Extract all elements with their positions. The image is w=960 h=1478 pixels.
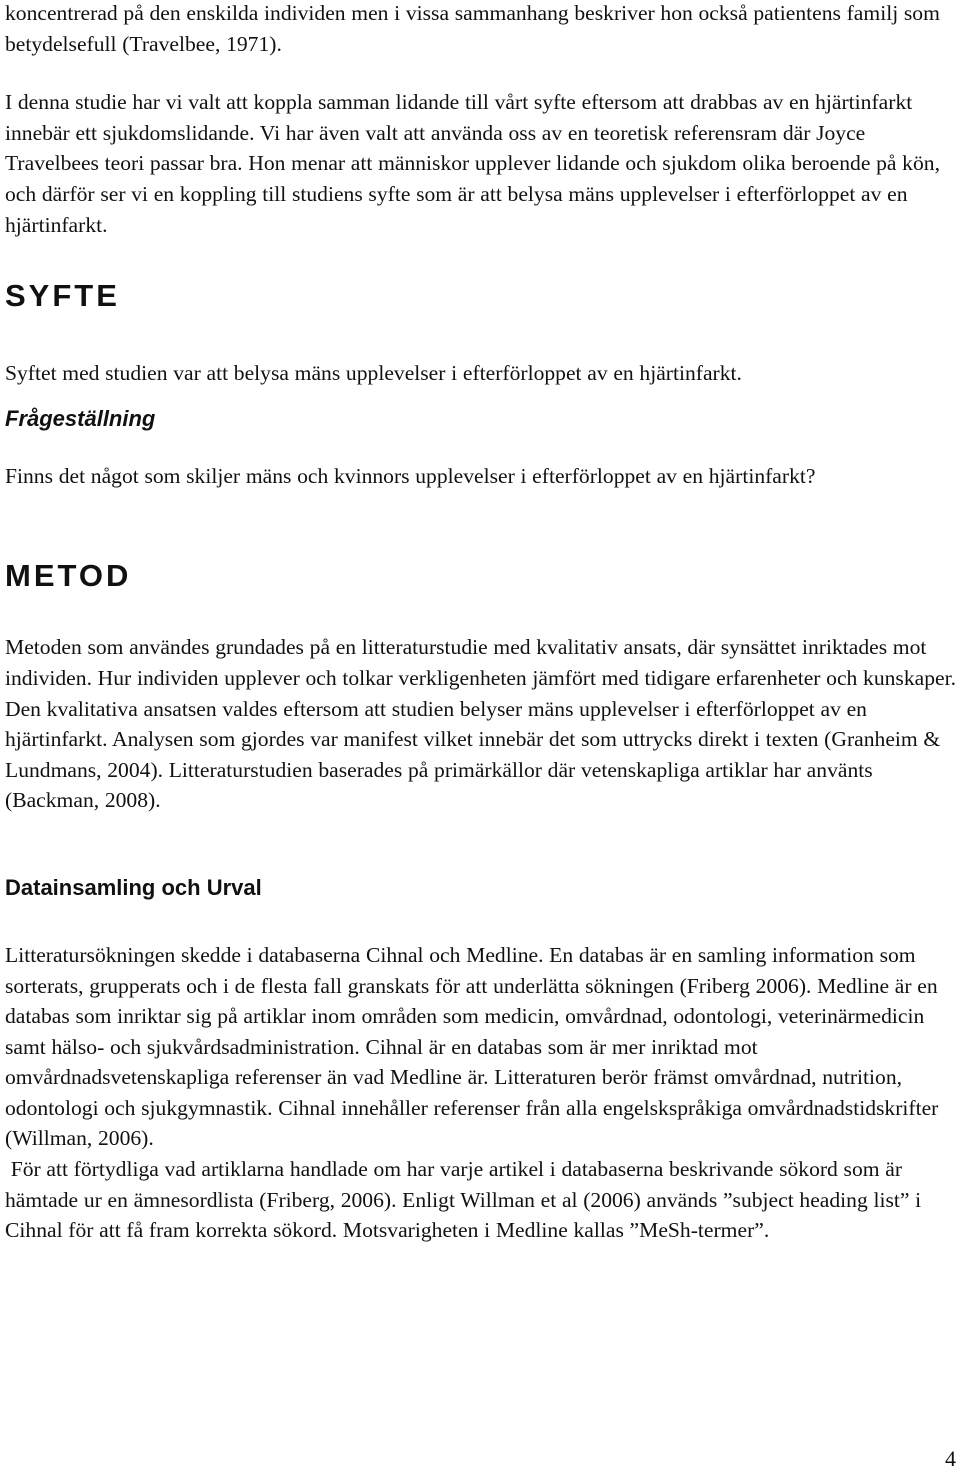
paragraph-study-link: I denna studie har vi valt att koppla samman lidande till vårt syfte eftersom att drabbas av en hjärtinfarkt innebär ett sjukdomslidande. Vi har även valt att använda oss av en teoretisk referensram där Joyce Travelbees teori passar bra. Hon menar att människor upplever lidande och sjukdom olika beroende på kön, och därför ser vi en koppling till studiens syfte som är att belysa mäns upplevelser i efterförloppet av en hjärtinfarkt. xyxy=(5,90,940,237)
subheading-fragestallning: Frågeställning xyxy=(5,405,156,431)
document-page xyxy=(5,0,957,1246)
paragraph-metod: Metoden som användes grundades på en litteraturstudie med kvalitativ ansats, där synsättet inriktades mot individen. Hur individen upplever och tolkar verkligenheten jämfört med tidigare erfarenheter och kunskaper. Den kvalitativa ansatsen valdes eftersom att studien belyser mäns upplevelser i efterförloppet av en hjärtinfarkt. Analysen som gjordes var manifest vilket innebär det som uttrycks direkt i texten (Granheim & Lundmans, 2004). Litteraturstudien baserades på primärkällor där vetenskapliga artiklar har använts (Backman, 2008). xyxy=(5,635,956,813)
paragraph-datainsamling-2: För att förtydliga vad artiklarna handlade om har varje artikel i databaserna beskrivande sökord som är hämtade ur en ämnesordlista (Friberg, 2006). Enligt Willman et al (2006) används ”subject heading list” i Cihnal för att få fram korrekta sökord. Motsvarigheten i Medline kallas ”MeSh-termer”. xyxy=(5,1157,927,1243)
page-number: 4 xyxy=(945,1446,956,1471)
heading-syfte: SYFTE xyxy=(5,278,120,314)
heading-datainsamling: Datainsamling och Urval xyxy=(5,874,262,900)
paragraph-intro-continued: koncentrerad på den enskilda individen men i vissa sammanhang beskriver hon också patientens familj som betydelsefull (Travelbee, 1971). xyxy=(5,1,940,56)
paragraph-question: Finns det något som skiljer mäns och kvinnors upplevelser i efterförloppet av en hjärtinfarkt? xyxy=(5,463,816,488)
paragraph-syfte: Syftet med studien var att belysa mäns upplevelser i efterförloppet av en hjärtinfarkt. xyxy=(5,361,742,386)
paragraph-datainsamling-1: Litteratursökningen skedde i databaserna Cihnal och Medline. En databas är en samling information som sorterats, grupperats och i de flesta fall granskats för att underlätta sökningen (Friberg 2006). Medline är en databas som inriktar sig på artiklar inom områden som medicin, omvårdnad, odontologi, veterinärmedicin samt hälso- och sjukvårdsadministration. Cihnal är en databas som är mer inriktad mot omvårdnadsvetenskapliga referenser än vad Medline är. Litteraturen berör främst omvårdnad, nutrition, odontologi och sjukgymnastik. Cihnal innehåller referenser från alla engelskspråkiga omvårdnadstidskrifter (Willman, 2006). xyxy=(5,942,939,1151)
heading-metod: METOD xyxy=(5,558,132,594)
